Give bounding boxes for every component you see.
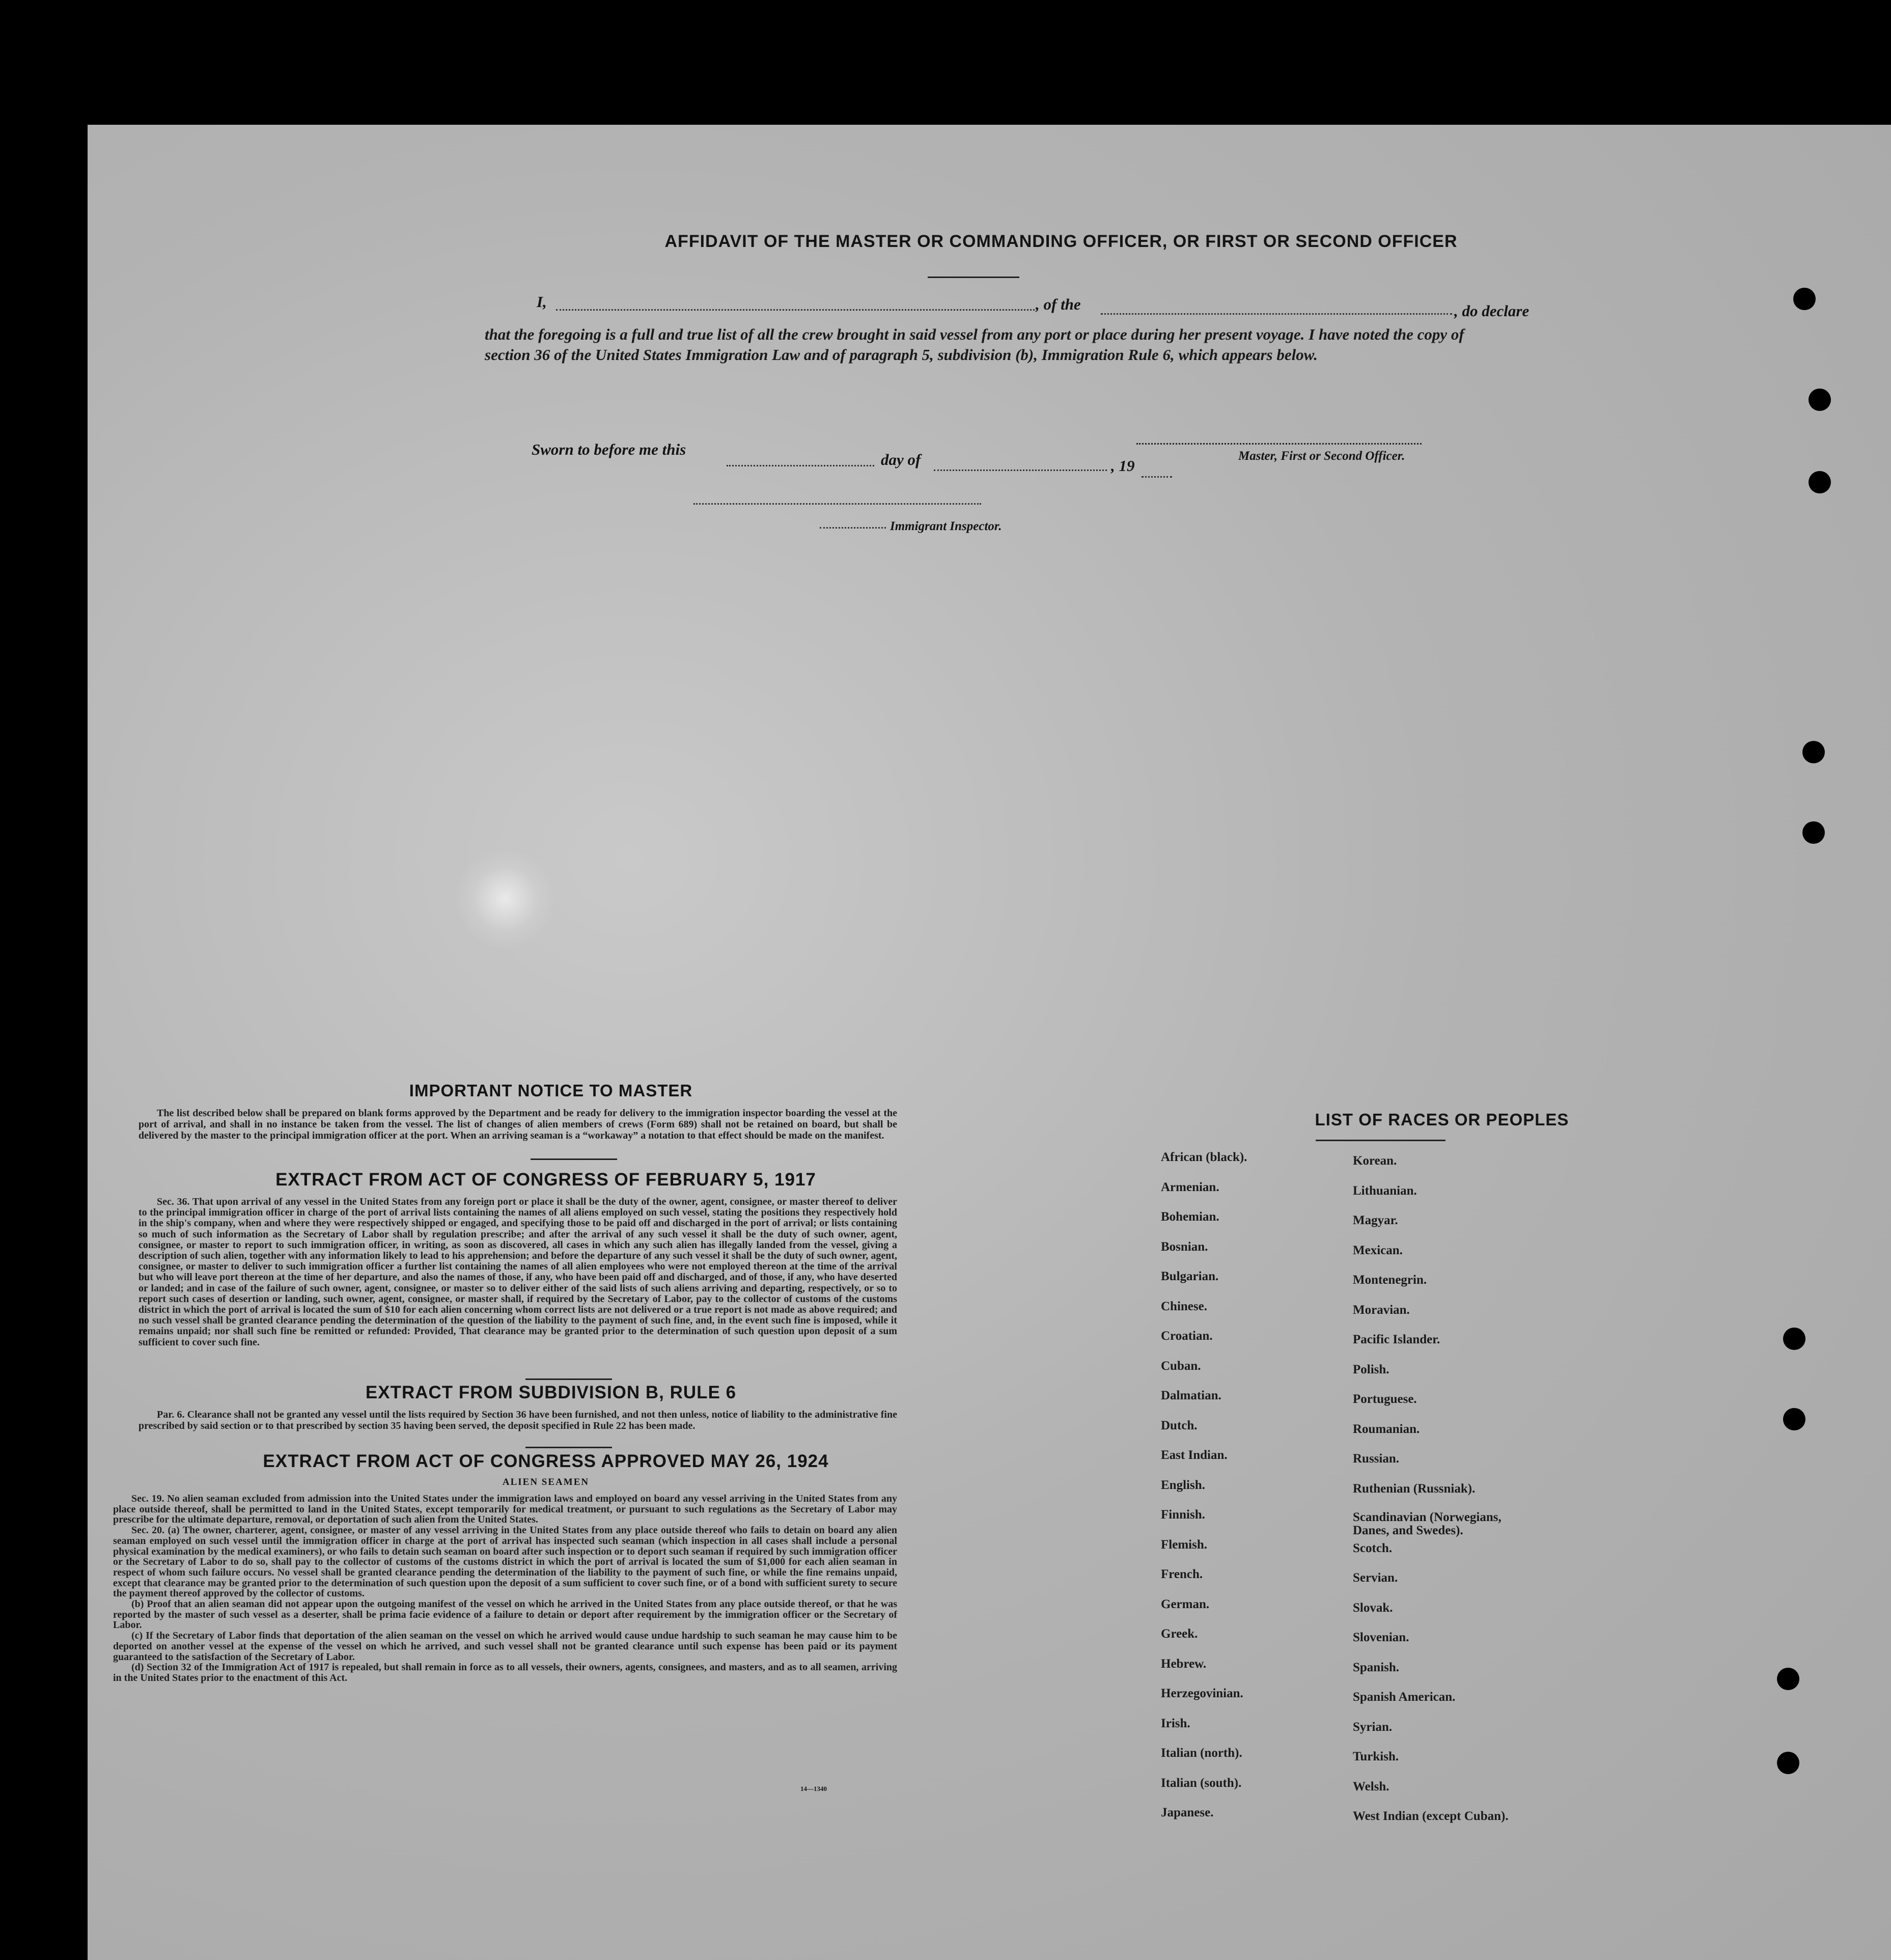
declaration-text: that the foregoing is a full and true list of all the crew brought in said vessel from any port or place during her present voyage. I have noted the copy of section 36 of the United States Immigration Law and of paragraph 5, subdivision (b), Immigration Rule 6, which appears below. [485, 325, 1464, 364]
sec-20a-paragraph: Sec. 20. (a) The owner, charterer, agent, consignee, or master of any vessel arriving in the United States from any place outside thereof who fails to detain on board any alien seaman employed on such vessel until the immigration officer in charge at the port of arrival has inspected such seaman (which inspection in all cases shall include a personal physical examination by the medical examiners), or who fails to detain such seaman on board after such inspection or to deport such seaman if required by such immigration officer or the Secretary of Labor to do so, shall pay to the collector of customs of the customs district in which the port of arrival is located the sum of $1,000 for each alien seaman in respect of whom such failure occurs. No vessel shall be granted clearance pending the determination of the liability to the payment of such fine, or while the fine remains unpaid, except that clearance may be granted prior to the determination of such question upon the deposit of a sum sufficient to cover such fine, or of a bond with sufficient surety to secure the payment thereof approved by the collector of customs. [113, 1525, 897, 1599]
race-item: West Indian (except Cuban). [1353, 1809, 1509, 1823]
notice-paragraph: The list described below shall be prepared on blank forms approved by the Department and be ready for delivery to the immigration inspector boarding the vessel at the port of arrival, and shall in no instance be taken from the vessel. The list of changes of alien members of crews (Form 689) shall not be retained on board, but shall be delivered by the master to the principal immigration officer at the port. When an arriving seaman is a “workaway” a notation to that effect should be made on the manifest. [138, 1108, 897, 1141]
punch-hole-icon [1809, 471, 1831, 493]
race-item: Korean. [1353, 1154, 1397, 1168]
race-item: Bosnian. [1161, 1239, 1208, 1254]
extract-rule6-divider [525, 1447, 612, 1448]
race-item: Mexican. [1353, 1243, 1403, 1257]
sec-20c-paragraph: (c) If the Secretary of Labor finds that deportation of the alien seaman on the vessel on which he arrived would cause undue hardship to such seaman he may cause him to be deported on another vessel at the expense of the vessel on which he arrived, and such vessel shall not be granted clearance until such expense has been paid or its payment guaranteed to the satisfaction of the Secretary of Labor. [113, 1630, 897, 1663]
race-item: Greek. [1161, 1627, 1198, 1641]
race-item: Bohemian. [1161, 1210, 1219, 1224]
race-item: French. [1161, 1567, 1203, 1581]
race-item: Dutch. [1161, 1418, 1198, 1432]
notice-text [138, 1108, 897, 1141]
punch-hole-icon [1777, 1668, 1799, 1690]
race-item: Lithuanian. [1353, 1183, 1417, 1198]
master-signature-line [1136, 443, 1422, 445]
race-item: Portuguese. [1353, 1392, 1417, 1406]
race-item: Ruthenian (Russniak). [1353, 1481, 1476, 1496]
vessel-line [1101, 313, 1452, 315]
race-item: East Indian. [1161, 1448, 1228, 1462]
races-title: LIST OF RACES OR PEOPLES [1315, 1110, 1569, 1129]
light-glare [454, 848, 556, 950]
race-item: Irish. [1161, 1716, 1190, 1730]
extract-1924-title: EXTRACT FROM ACT OF CONGRESS APPROVED MAY 26, 1924 [263, 1451, 829, 1471]
sworn-month-line [934, 470, 1107, 471]
race-item: Cuban. [1161, 1359, 1201, 1373]
punch-hole-icon [1783, 1408, 1805, 1430]
extract-1917-title: EXTRACT FROM ACT OF CONGRESS OF FEBRUARY 5, 1917 [275, 1170, 816, 1190]
punch-hole-icon [1777, 1752, 1799, 1774]
punch-hole-icon [1809, 389, 1831, 411]
race-item: English. [1161, 1478, 1205, 1492]
race-item: Turkish. [1353, 1750, 1399, 1763]
extract-1917-text [138, 1197, 897, 1348]
race-item: Spanish American. [1353, 1690, 1456, 1704]
affidavit-title: AFFIDAVIT OF THE MASTER OR COMMANDING OFFICER, OR FIRST OR SECOND OFFICER [664, 232, 1458, 251]
race-item: Dalmatian. [1161, 1389, 1221, 1402]
extract-1917-divider [525, 1378, 612, 1380]
race-item: Croatian. [1161, 1329, 1213, 1343]
sec-20b-paragraph: (b) Proof that an alien seaman did not appear upon the outgoing manifest of the vessel on which he arrived in the United States from any place outside thereof, or that he was reported by the master of such vessel as a deserter, shall be prima facie evidence of a failure to detain or deport after requirement by the immigration officer or the Secretary of Labor. [113, 1598, 897, 1631]
races-right-column [1353, 1153, 1567, 1839]
day-of-label: day of [881, 451, 921, 468]
race-item: Japanese. [1161, 1806, 1214, 1819]
race-item: Slovak. [1353, 1600, 1393, 1615]
name-line [556, 309, 1035, 311]
title-underline [928, 277, 1019, 278]
race-item: Russian. [1353, 1452, 1400, 1466]
sworn-label: Sworn to before me this [532, 440, 686, 458]
race-item: Moravian. [1353, 1303, 1410, 1317]
race-item: Roumanian. [1353, 1422, 1420, 1436]
form-number: 14—1340 [800, 1785, 827, 1792]
affidavit-i-label: I, [537, 293, 547, 311]
race-item: Servian. [1353, 1571, 1398, 1585]
punch-hole-icon [1802, 821, 1825, 844]
sec-19-paragraph: Sec. 19. No alien seaman excluded from admission into the United States under the immigration laws and employed on board any vessel arriving in the United States from any place outside thereof, shall be permitted to land in the United States, except temporarily for medical treatment, or pursuant to such regulations as the Secretary of Labor may prescribe for the ultimate departure, removal, or deportation of such alien from the United States. [113, 1493, 897, 1526]
rule6-paragraph: Par. 6. Clearance shall not be granted any vessel until the lists required by Section 36 have been furnished, and not then unless, notice of liability to the administrative fine prescribed by said section or to that prescribed by section 35 having been served, the deposit specified in Rule 22 has been made. [138, 1409, 897, 1431]
notice-divider [531, 1158, 617, 1160]
race-item: Flemish. [1161, 1537, 1207, 1552]
race-item: Italian (north). [1161, 1746, 1242, 1760]
inspector-label: Immigrant Inspector. [890, 519, 1002, 533]
race-item: Pacific Islander. [1353, 1333, 1440, 1346]
race-item: Syrian. [1353, 1720, 1393, 1734]
extract-1924-text [113, 1494, 897, 1683]
races-left-column [1161, 1150, 1375, 1835]
document-page [88, 125, 1891, 1960]
races-title-underline [1316, 1140, 1445, 1141]
race-item: Italian (south). [1161, 1776, 1242, 1790]
year-label: , 19 [1111, 457, 1135, 475]
notice-title: IMPORTANT NOTICE TO MASTER [409, 1081, 693, 1100]
sec-20d-paragraph: (d) Section 32 of the Immigration Act of 1917 is repealed, but shall remain in force as to all vessels, their owners, agents, consignees, and masters, and as to all seamen, arriving in the United States prior to the enactment of this Act. [113, 1662, 897, 1683]
declare-label: , do declare [1454, 302, 1530, 320]
of-the-label: , of the [1036, 295, 1081, 313]
sworn-day-line [727, 465, 874, 466]
race-item: African (black). [1161, 1150, 1247, 1164]
year-line [1142, 476, 1172, 478]
section-36-paragraph: Sec. 36. That upon arrival of any vessel in the United States from any foreign port or place it shall be the duty of the owner, agent, consignee, or master thereof to deliver to the principal immigration officer in charge of the port of arrival lists containing the names of all aliens employed on such vessel, stating the positions they respectively hold in the ship's company, when and where they were respectively shipped or engaged, and specifying those to be paid off and discharged in the port of arrival; or lists containing so much of such information as the Secretary of Labor shall by regulation prescribe; and after the arrival of any such vessel it shall be the duty of such owner, agent, consignee, or master to report to such immigration officer, in writing, as soon as discovered, all cases in which any such alien has illegally landed from the vessel, giving a description of such alien, together with any information likely to lead to his apprehension; and before the departure of any such vessel it shall be the duty of such owner, agent, consignee, or master to deliver to such immigration officer a further list containing the names of all alien employees who were not employed thereon at the time of the arrival but who will leave port thereon at the time of her departure, and also the names of those, if any, who have been paid off and discharged, and of those, if any, who have deserted or landed; and in case of the failure of such owner, agent, consignee, or master so to deliver either of the said lists of such aliens arriving and departing, respectively, or so to report such cases of desertion or landing, such owner, agent, consignee, or master shall, if required by the Secretary of Labor, pay to the collector of customs of the customs district in which the port of arrival is located the sum of $10 for each alien concerning whom correct lists are not delivered or a true report is not made as above required; and no such vessel shall be granted clearance pending the determination of the question of the liability to the payment of such fine, and, in the event such fine is imposed, while it remains unpaid; nor shall such fine be remitted or refunded: Provided, That clearance may be granted prior to the determination of such question upon deposit of a sum sufficient to cover such fine. [138, 1196, 897, 1348]
inspector-short-line [820, 527, 886, 529]
race-item: Scandinavian (Norwegians, Danes, and Swedes). [1353, 1510, 1501, 1537]
punch-hole-icon [1802, 741, 1825, 763]
race-item: Bulgarian. [1161, 1269, 1219, 1283]
inspector-signature-line [693, 503, 981, 505]
race-item: Scotch. [1353, 1541, 1393, 1555]
race-item: Spanish. [1353, 1660, 1400, 1674]
race-item: Hebrew. [1161, 1657, 1207, 1671]
race-item: Chinese. [1161, 1299, 1207, 1313]
punch-hole-icon [1783, 1328, 1805, 1350]
race-item: Magyar. [1353, 1213, 1398, 1227]
extract-rule6-title: EXTRACT FROM SUBDIVISION B, RULE 6 [365, 1383, 737, 1402]
race-item: Montenegrin. [1353, 1273, 1427, 1287]
alien-seamen-subtitle: ALIEN SEAMEN [502, 1477, 590, 1487]
race-item: Slovenian. [1353, 1631, 1409, 1644]
race-item: Finnish. [1161, 1508, 1205, 1522]
punch-hole-icon [1793, 288, 1816, 310]
race-item: Herzegovinian. [1161, 1687, 1243, 1700]
extract-rule6-text [138, 1409, 897, 1431]
race-item: Welsh. [1353, 1779, 1389, 1793]
race-item: Armenian. [1161, 1180, 1219, 1194]
race-item: Polish. [1353, 1362, 1389, 1376]
master-signature-label: Master, First or Second Officer. [1238, 449, 1405, 463]
race-item: German. [1161, 1597, 1210, 1611]
